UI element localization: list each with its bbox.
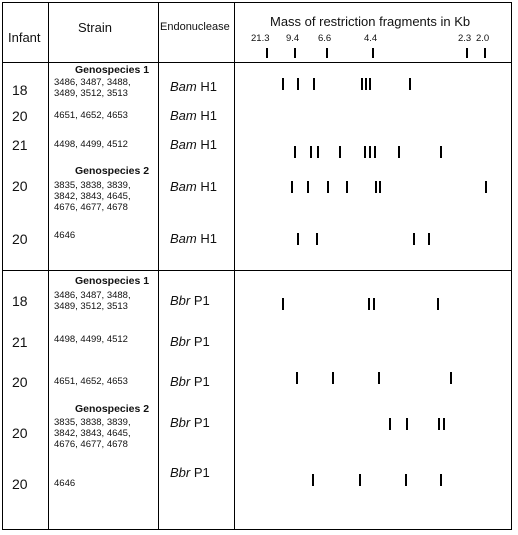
scale-tick-2-3 xyxy=(466,48,468,58)
scale-label-2-3: 2.3 xyxy=(458,33,472,44)
scale-label-6-6: 6.6 xyxy=(318,33,332,44)
fragment-band xyxy=(405,474,407,486)
endonuclease-cell xyxy=(170,79,217,94)
fragment-band xyxy=(389,418,391,430)
endonuclease-name: Bbr xyxy=(170,293,191,308)
fragment-band xyxy=(361,78,363,90)
endonuclease-name: Bbr xyxy=(170,374,191,389)
column-divider-infant xyxy=(48,2,49,530)
scale-tick-6-6 xyxy=(326,48,328,58)
infant-cell: 18 xyxy=(12,82,28,98)
endonuclease-suffix: H1 xyxy=(196,231,217,246)
fragment-band xyxy=(440,474,442,486)
fragment-band xyxy=(364,146,366,158)
infant-cell: 20 xyxy=(12,231,28,247)
fragment-band xyxy=(368,298,370,310)
fragment-band xyxy=(297,78,299,90)
endonuclease-cell xyxy=(170,415,210,430)
fragment-band xyxy=(398,146,400,158)
endonuclease-cell xyxy=(170,137,217,152)
strain-cell: 4646 xyxy=(54,230,76,241)
section-divider xyxy=(2,270,512,271)
fragment-band xyxy=(438,418,440,430)
column-divider-endonuclease xyxy=(234,2,235,530)
header-endonuclease: Endonuclease xyxy=(160,21,230,33)
fragment-band xyxy=(282,78,284,90)
fragment-band xyxy=(440,146,442,158)
fragment-band xyxy=(379,181,381,193)
fragment-band xyxy=(313,78,315,90)
fragment-band xyxy=(428,233,430,245)
fragment-band xyxy=(282,298,284,310)
header-mass-title: Mass of restriction fragments in Kb xyxy=(270,14,471,29)
scale-label-9-4: 9.4 xyxy=(286,33,300,44)
scale-label-2-0: 2.0 xyxy=(476,33,490,44)
infant-cell: 20 xyxy=(12,108,28,124)
endonuclease-name: Bam xyxy=(170,108,197,123)
strain-cell: 3835, 3838, 3839, 3842, 3843, 4645, 4676, 4677, 4678 xyxy=(54,180,131,213)
header-strain: Strain xyxy=(78,20,112,35)
fragment-band xyxy=(369,78,371,90)
fragment-band xyxy=(374,146,376,158)
fragment-band xyxy=(437,298,439,310)
endonuclease-suffix: P1 xyxy=(190,465,210,480)
endonuclease-suffix: P1 xyxy=(190,415,210,430)
fragment-band xyxy=(332,372,334,384)
endonuclease-suffix: H1 xyxy=(196,179,217,194)
strain-cell: 4651, 4652, 4653 xyxy=(54,110,128,121)
fragment-band xyxy=(317,146,319,158)
strain-cell: 3486, 3487, 3488, 3489, 3512, 3513 xyxy=(54,290,131,312)
infant-cell: 18 xyxy=(12,293,28,309)
fragment-band xyxy=(327,181,329,193)
fragment-band xyxy=(346,181,348,193)
fragment-band xyxy=(316,233,318,245)
header-divider xyxy=(2,62,512,63)
endonuclease-cell xyxy=(170,293,210,308)
fragment-band xyxy=(296,372,298,384)
fragment-band xyxy=(291,181,293,193)
endonuclease-suffix: H1 xyxy=(196,79,217,94)
scale-tick-21-3 xyxy=(266,48,268,58)
fragment-band xyxy=(307,181,309,193)
endonuclease-name: Bam xyxy=(170,179,197,194)
endonuclease-name: Bbr xyxy=(170,415,191,430)
scale-label-21-3: 21.3 xyxy=(251,33,270,44)
infant-cell: 21 xyxy=(12,137,28,153)
genospecies-label: Genospecies 2 xyxy=(75,403,150,415)
scale-tick-2-0 xyxy=(484,48,486,58)
endonuclease-cell xyxy=(170,231,217,246)
endonuclease-suffix: P1 xyxy=(190,334,210,349)
infant-cell: 20 xyxy=(12,374,28,390)
endonuclease-suffix: P1 xyxy=(190,374,210,389)
infant-cell: 21 xyxy=(12,334,28,350)
strain-cell: 4646 xyxy=(54,478,76,489)
scale-label-4-4: 4.4 xyxy=(364,33,378,44)
endonuclease-cell xyxy=(170,179,217,194)
fragment-band xyxy=(297,233,299,245)
fragment-band xyxy=(375,181,377,193)
scale-tick-9-4 xyxy=(294,48,296,58)
fragment-band xyxy=(485,181,487,193)
fragment-band xyxy=(312,474,314,486)
fragment-band xyxy=(373,298,375,310)
fragment-band xyxy=(359,474,361,486)
endonuclease-suffix: H1 xyxy=(196,137,217,152)
genospecies-label: Genospecies 2 xyxy=(75,165,150,177)
fragment-band xyxy=(369,146,371,158)
genospecies-label: Genospecies 1 xyxy=(75,275,150,287)
fragment-band xyxy=(443,418,445,430)
endonuclease-cell xyxy=(170,465,210,480)
fragment-band xyxy=(409,78,411,90)
fragment-band xyxy=(339,146,341,158)
fragment-band xyxy=(406,418,408,430)
fragment-band xyxy=(378,372,380,384)
fragment-band xyxy=(294,146,296,158)
endonuclease-cell xyxy=(170,374,210,389)
scale-tick-4-4 xyxy=(372,48,374,58)
endonuclease-suffix: P1 xyxy=(190,293,210,308)
strain-cell: 4498, 4499, 4512 xyxy=(54,139,128,150)
strain-cell: 3486, 3487, 3488, 3489, 3512, 3513 xyxy=(54,77,131,99)
fragment-band xyxy=(413,233,415,245)
genospecies-label: Genospecies 1 xyxy=(75,64,150,76)
endonuclease-cell xyxy=(170,334,210,349)
infant-cell: 20 xyxy=(12,476,28,492)
fragment-band xyxy=(365,78,367,90)
column-divider-strain xyxy=(158,2,159,530)
infant-cell: 20 xyxy=(12,425,28,441)
endonuclease-name: Bam xyxy=(170,231,197,246)
strain-cell: 4498, 4499, 4512 xyxy=(54,334,128,345)
endonuclease-name: Bbr xyxy=(170,465,191,480)
endonuclease-name: Bbr xyxy=(170,334,191,349)
header-infant: Infant xyxy=(8,30,41,45)
strain-cell: 4651, 4652, 4653 xyxy=(54,376,128,387)
fragment-band xyxy=(450,372,452,384)
endonuclease-name: Bam xyxy=(170,79,197,94)
endonuclease-suffix: H1 xyxy=(196,108,217,123)
endonuclease-name: Bam xyxy=(170,137,197,152)
infant-cell: 20 xyxy=(12,178,28,194)
endonuclease-cell xyxy=(170,108,217,123)
fragment-band xyxy=(310,146,312,158)
strain-cell: 3835, 3838, 3839, 3842, 3843, 4645, 4676, 4677, 4678 xyxy=(54,417,131,450)
